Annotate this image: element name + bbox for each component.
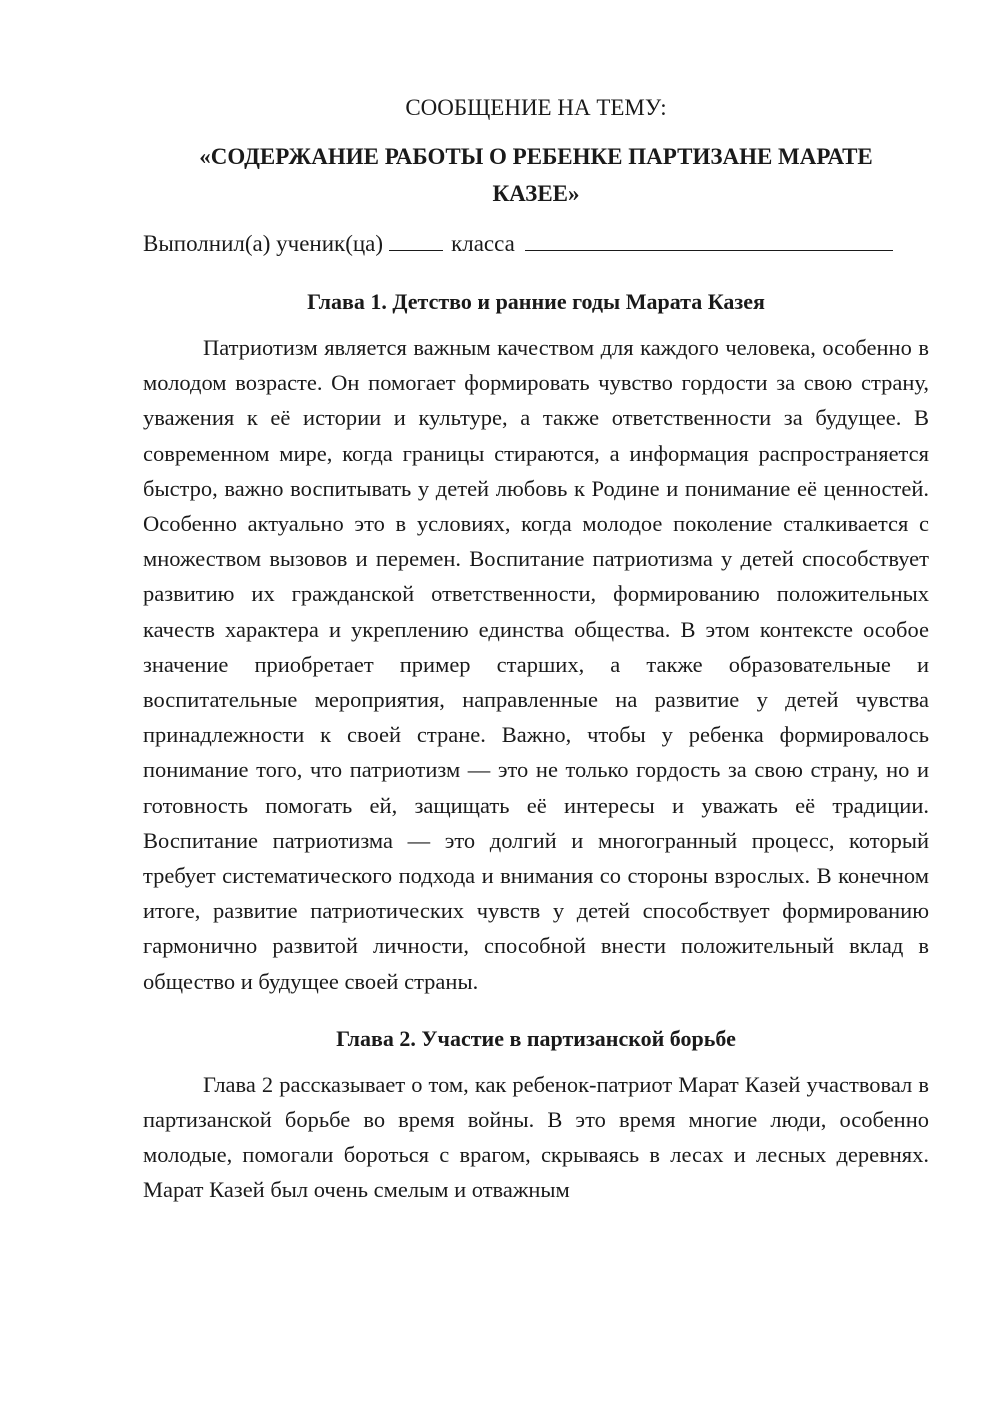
chapter-2-paragraph: Глава 2 рассказывает о том, как ребенок-патриот Марат Казей участвовал в партизанской борьбе во время войны. В это время многие люди, особенно молодые, помогали бороться с врагом, скрываясь в лесах и лесных деревнях. Марат Казей был очень смелым и отважным <box>143 1071 929 1203</box>
chapter-1-paragraph: Патриотизм является важным качеством для каждого человека, особенно в молодом возрасте. Он помогает формировать чувство гордости за свою страну, уважения к её истории и культуре, а также ответственности за будущее. В современном мире, когда границы стираются, а информация распространяется быстро, важно воспитывать у детей любовь к Родине и понимание её ценностей. Особенно актуально это в условиях, когда молодое поколение сталкивается с множеством вызовов и перемен. Воспитание патриотизма у детей способствует развитию их гражданской ответственности, формированию положительных качеств характера и укреплению единства общества. В этом контексте особое значение приобретает пример старших, а также образовательные и воспитательные мероприятия, направленные на развитие у детей чувства принадлежности к своей стране. Важно, чтобы у ребенка формировалось понимание того, что патриотизм — это не только гордость за свою страну, но и готовность помогать ей, защищать её интересы и уважать её традиции. Воспитание патриотизма — это долгий и многогранный процесс, который требует систематического подхода и внимания со стороны взрослых. В конечном итоге, развитие патриотических чувств у детей способствует формированию гармонично развитой личности, способной внести положительный вклад в общество и будущее своей страны. <box>143 335 929 994</box>
document-title: СООБЩЕНИЕ НА ТЕМУ: <box>405 95 667 120</box>
class-label: класса <box>451 231 515 256</box>
chapter-2-heading: Глава 2. Участие в партизанской борьбе <box>336 1025 736 1051</box>
student-name-blank <box>525 226 893 251</box>
document-subtitle: «СОДЕРЖАНИЕ РАБОТЫ О РЕБЕНКЕ ПАРТИЗАНЕ МАРАТЕ КАЗЕЕ» <box>199 144 873 206</box>
chapter-1-heading: Глава 1. Детство и ранние годы Марата Казея <box>307 289 765 314</box>
performed-by-label: Выполнил(а) ученик(ца) <box>143 231 384 256</box>
author-line <box>143 226 929 262</box>
document-content <box>143 88 929 1208</box>
class-number-blank <box>389 226 443 251</box>
